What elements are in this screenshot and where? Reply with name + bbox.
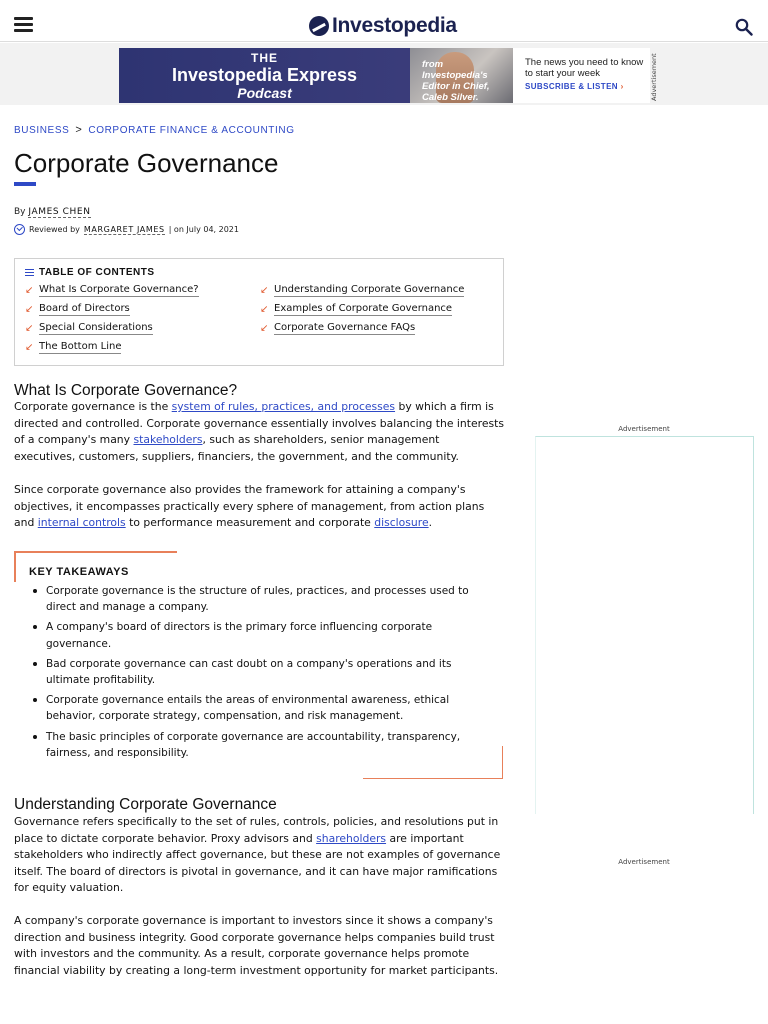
podcast-ad-line-2: Investopedia Express bbox=[171, 65, 358, 85]
toc-item-board[interactable] bbox=[25, 301, 260, 317]
podcast-ad-banner[interactable] bbox=[119, 48, 650, 103]
arrow-icon: ↙ bbox=[25, 303, 34, 315]
podcast-ad-caption: from Investopedia's Editor in Chief, Caleb Silver. bbox=[422, 59, 490, 103]
section2-paragraph-2 bbox=[14, 913, 504, 979]
podcast-ad-cta-block bbox=[513, 48, 650, 103]
investopedia-logo[interactable] bbox=[309, 14, 457, 38]
toc-list bbox=[25, 282, 493, 355]
reviewer-link[interactable]: MARGARET JAMES bbox=[83, 224, 165, 234]
toc-item-examples[interactable] bbox=[260, 301, 495, 317]
section-heading-understanding: Understanding Corporate Governance bbox=[14, 796, 277, 813]
key-takeaways-box bbox=[14, 551, 504, 779]
list-item: Bad corporate governance can cast doubt on a company's operations and its ultimate profitability. bbox=[46, 656, 476, 688]
sidebar-ad-label: Advertisement bbox=[618, 425, 670, 433]
top-navigation-bar bbox=[0, 0, 768, 42]
title-accent-bar bbox=[14, 182, 36, 186]
corner-border bbox=[502, 746, 504, 779]
podcast-ad-line-1: THE bbox=[251, 51, 278, 65]
disclosure-link[interactable]: disclosure bbox=[374, 516, 429, 529]
reviewed-by-label: Reviewed by bbox=[29, 225, 80, 234]
corner-border bbox=[363, 778, 503, 780]
subscribe-listen-label: SUBSCRIBE & LISTEN bbox=[525, 82, 618, 91]
table-of-contents bbox=[14, 258, 504, 366]
page-title: Corporate Governance bbox=[14, 148, 279, 178]
section2-paragraph-1 bbox=[14, 814, 504, 897]
arrow-icon: ↙ bbox=[260, 284, 269, 296]
list-icon bbox=[25, 269, 34, 277]
arrow-icon: ↙ bbox=[25, 322, 34, 334]
text: Since corporate governance also provides the framework for attaining a company's objectives, it encompasses practically every sphere of management, from action plans and bbox=[14, 483, 485, 529]
stakeholders-link[interactable]: stakeholders bbox=[133, 433, 203, 446]
logo-text: Investopedia bbox=[332, 14, 457, 37]
breadcrumb-business[interactable]: BUSINESS bbox=[14, 124, 70, 136]
key-takeaways-heading: KEY TAKEAWAYS bbox=[29, 566, 129, 578]
sidebar-ad-slot[interactable] bbox=[535, 436, 754, 814]
arrow-icon: ↙ bbox=[260, 303, 269, 315]
podcast-ad-tagline: The news you need to know to start your week bbox=[525, 57, 644, 79]
list-item: The basic principles of corporate governance are accountability, transparency, fairness, and responsibility. bbox=[46, 729, 476, 761]
toc-item-label: Corporate Governance FAQs bbox=[274, 321, 416, 333]
text: Governance refers specifically to the set of rules, controls, policies, and resolutions put in place to dictate corporate behavior. Proxy advisors and bbox=[14, 815, 499, 845]
toc-item-label: Special Considerations bbox=[39, 321, 153, 333]
arrow-icon: ↙ bbox=[25, 341, 34, 353]
list-item: A company's board of directors is the primary force influencing corporate governance. bbox=[46, 619, 476, 651]
top-ad-band bbox=[0, 43, 768, 105]
toc-item-label: The Bottom Line bbox=[39, 340, 122, 352]
toc-heading bbox=[25, 267, 493, 278]
toc-item-faqs[interactable] bbox=[260, 320, 495, 336]
text: are important stakeholders who indirectly affect governance, but these are not examples of governance itself. The board of directors is pivotal in governance, and it can have major ramifications for equity valuation. bbox=[14, 831, 501, 894]
by-label: By bbox=[14, 207, 26, 217]
toc-item-label: Understanding Corporate Governance bbox=[274, 283, 465, 295]
toc-item-label: Board of Directors bbox=[39, 302, 130, 314]
section-heading-what-is: What Is Corporate Governance? bbox=[14, 382, 238, 399]
toc-item-what-is[interactable] bbox=[25, 282, 260, 298]
chevron-right-icon: > bbox=[75, 124, 83, 136]
toc-item-label: Examples of Corporate Governance bbox=[274, 302, 453, 314]
system-of-rules-link[interactable]: system of rules, practices, and processes bbox=[171, 400, 396, 413]
arrow-icon: ↙ bbox=[260, 322, 269, 334]
internal-controls-link[interactable]: internal controls bbox=[37, 516, 126, 529]
toc-item-understanding[interactable] bbox=[260, 282, 495, 298]
review-date: | on July 04, 2021 bbox=[168, 225, 239, 234]
arrow-icon: ↙ bbox=[25, 284, 34, 296]
chevron-right-icon: › bbox=[620, 82, 624, 91]
hamburger-menu-icon[interactable] bbox=[14, 17, 33, 31]
breadcrumb bbox=[14, 124, 295, 136]
list-item: Corporate governance is the structure of rules, practices, and processes used to direct and manage a company. bbox=[46, 583, 476, 615]
toc-item-label: What Is Corporate Governance? bbox=[39, 283, 199, 295]
list-item: Corporate governance entails the areas of environmental awareness, ethical behavior, corporate strategy, compensation, and risk management. bbox=[46, 692, 476, 724]
sidebar-ad-label-2: Advertisement bbox=[618, 858, 670, 866]
reviewed-by bbox=[14, 224, 239, 235]
toc-heading-text: TABLE OF CONTENTS bbox=[39, 267, 155, 278]
subscribe-listen-link[interactable] bbox=[525, 82, 650, 91]
key-takeaways-list bbox=[46, 583, 476, 765]
toc-item-bottom-line[interactable] bbox=[25, 339, 260, 355]
author-link[interactable]: JAMES CHEN bbox=[28, 207, 91, 217]
toc-item-special[interactable] bbox=[25, 320, 260, 336]
corner-border bbox=[14, 551, 177, 553]
text: Corporate governance is the bbox=[14, 400, 172, 413]
podcast-ad-line-3: Podcast bbox=[237, 85, 292, 101]
ad-side-label: Advertisement bbox=[650, 53, 658, 101]
byline bbox=[14, 207, 91, 217]
text: by which a firm is directed and controlled. Corporate governance essentially involves balancing the interests of a company's many bbox=[14, 400, 504, 446]
text: . bbox=[428, 516, 433, 529]
logo-mark-icon bbox=[309, 16, 329, 36]
corner-border bbox=[14, 551, 16, 582]
search-icon[interactable] bbox=[735, 18, 753, 36]
text: to performance measurement and corporate bbox=[125, 516, 375, 529]
verified-check-icon bbox=[14, 224, 25, 235]
text: A company's corporate governance is important to investors since it shows a company's direction and business integrity. Good corporate governance helps companies build trust with investors and the community. As a result, corporate governance helps promote financial viability by creating a long-term investment opportunity for market participants. bbox=[14, 914, 499, 977]
section1-paragraph-1 bbox=[14, 399, 504, 465]
breadcrumb-corporate-finance[interactable]: CORPORATE FINANCE & ACCOUNTING bbox=[88, 124, 295, 136]
section1-paragraph-2 bbox=[14, 482, 504, 532]
podcast-ad-title-block bbox=[119, 48, 410, 103]
text: , such as shareholders, senior management executives, customers, suppliers, financiers, the government, and the community. bbox=[14, 433, 459, 463]
shareholders-link[interactable]: shareholders bbox=[316, 831, 387, 845]
